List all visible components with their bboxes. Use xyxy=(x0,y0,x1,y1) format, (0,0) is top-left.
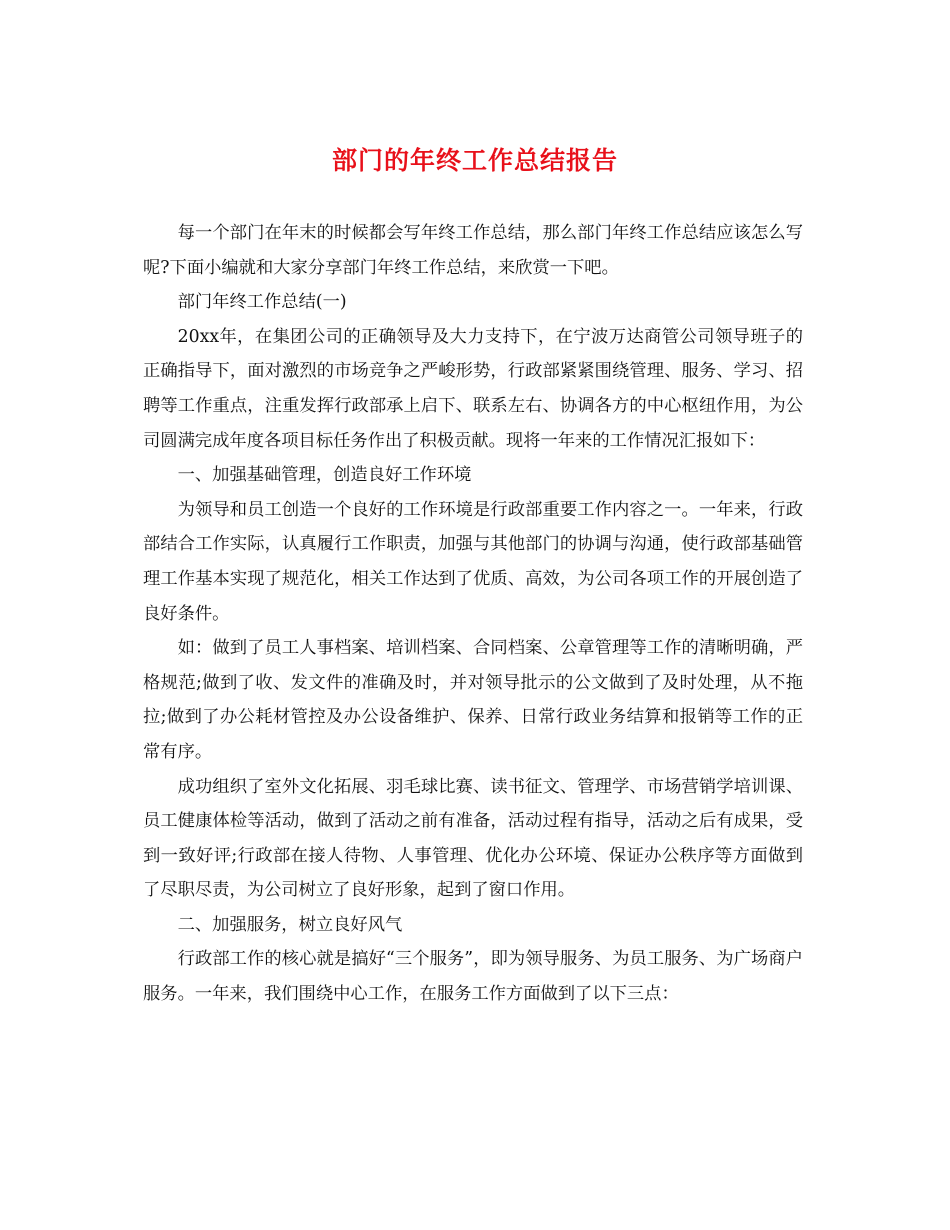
paragraph-examples: 如：做到了员工人事档案、培训档案、合同档案、公章管理等工作的清晰明确，严格规范;做到了收、发文件的准确及时，并对领导批示的公文做到了及时处理，从不拖拉;做到了办公耗材管控及办公设备维护、保养、日常行政业务结算和报销等工作的正常有序。 xyxy=(143,638,803,762)
section-heading-summary-one: 部门年终工作总结(一) xyxy=(177,292,347,313)
document-title: 部门的年终工作总结报告 xyxy=(331,146,618,175)
section-heading-service: 二、加强服务，树立良好风气 xyxy=(177,914,403,935)
paragraph-three-services: 行政部工作的核心就是搞好“三个服务”，即为领导服务、为员工服务、为广场商户服务。一年来，我们围绕中心工作，在服务工作方面做到了以下三点： xyxy=(143,949,803,1005)
paragraph-intro: 每一个部门在年末的时候都会写年终工作总结，那么部门年终工作总结应该怎么写呢?下面小编就和大家分享部门年终工作总结，来欣赏一下吧。 xyxy=(143,223,803,278)
paragraph-work-environment: 为领导和员工创造一个良好的工作环境是行政部重要工作内容之一。一年来，行政部结合工作实际，认真履行工作职责，加强与其他部门的协调与沟通，使行政部基础管理工作基本实现了规范化，相关工作达到了优质、高效，为公司各项工作的开展创造了良好条件。 xyxy=(143,499,803,624)
document-body xyxy=(143,216,803,1012)
paragraph-activities: 成功组织了室外文化拓展、羽毛球比赛、读书征文、管理学、市场营销学培训课、员工健康体检等活动，做到了活动之前有准备，活动过程有指导，活动之后有成果，受到一致好评;行政部在接人待物、人事管理、优化办公环境、保证办公秩序等方面做到了尽职尽责，为公司树立了良好形象，起到了窗口作用。 xyxy=(143,776,803,901)
paragraph-overview: 20xx年，在集团公司的正确领导及大力支持下，在宁波万达商管公司领导班子的正确指导下，面对激烈的市场竞争之严峻形势，行政部紧紧围绕管理、服务、学习、招聘等工作重点，注重发挥行政部承上启下、联系左右、协调各方的中心枢纽作用，为公司圆满完成年度各项目标任务作出了积极贡献。现将一年来的工作情况汇报如下： xyxy=(143,326,803,451)
section-heading-basic-management: 一、加强基础管理，创造良好工作环境 xyxy=(177,465,472,486)
